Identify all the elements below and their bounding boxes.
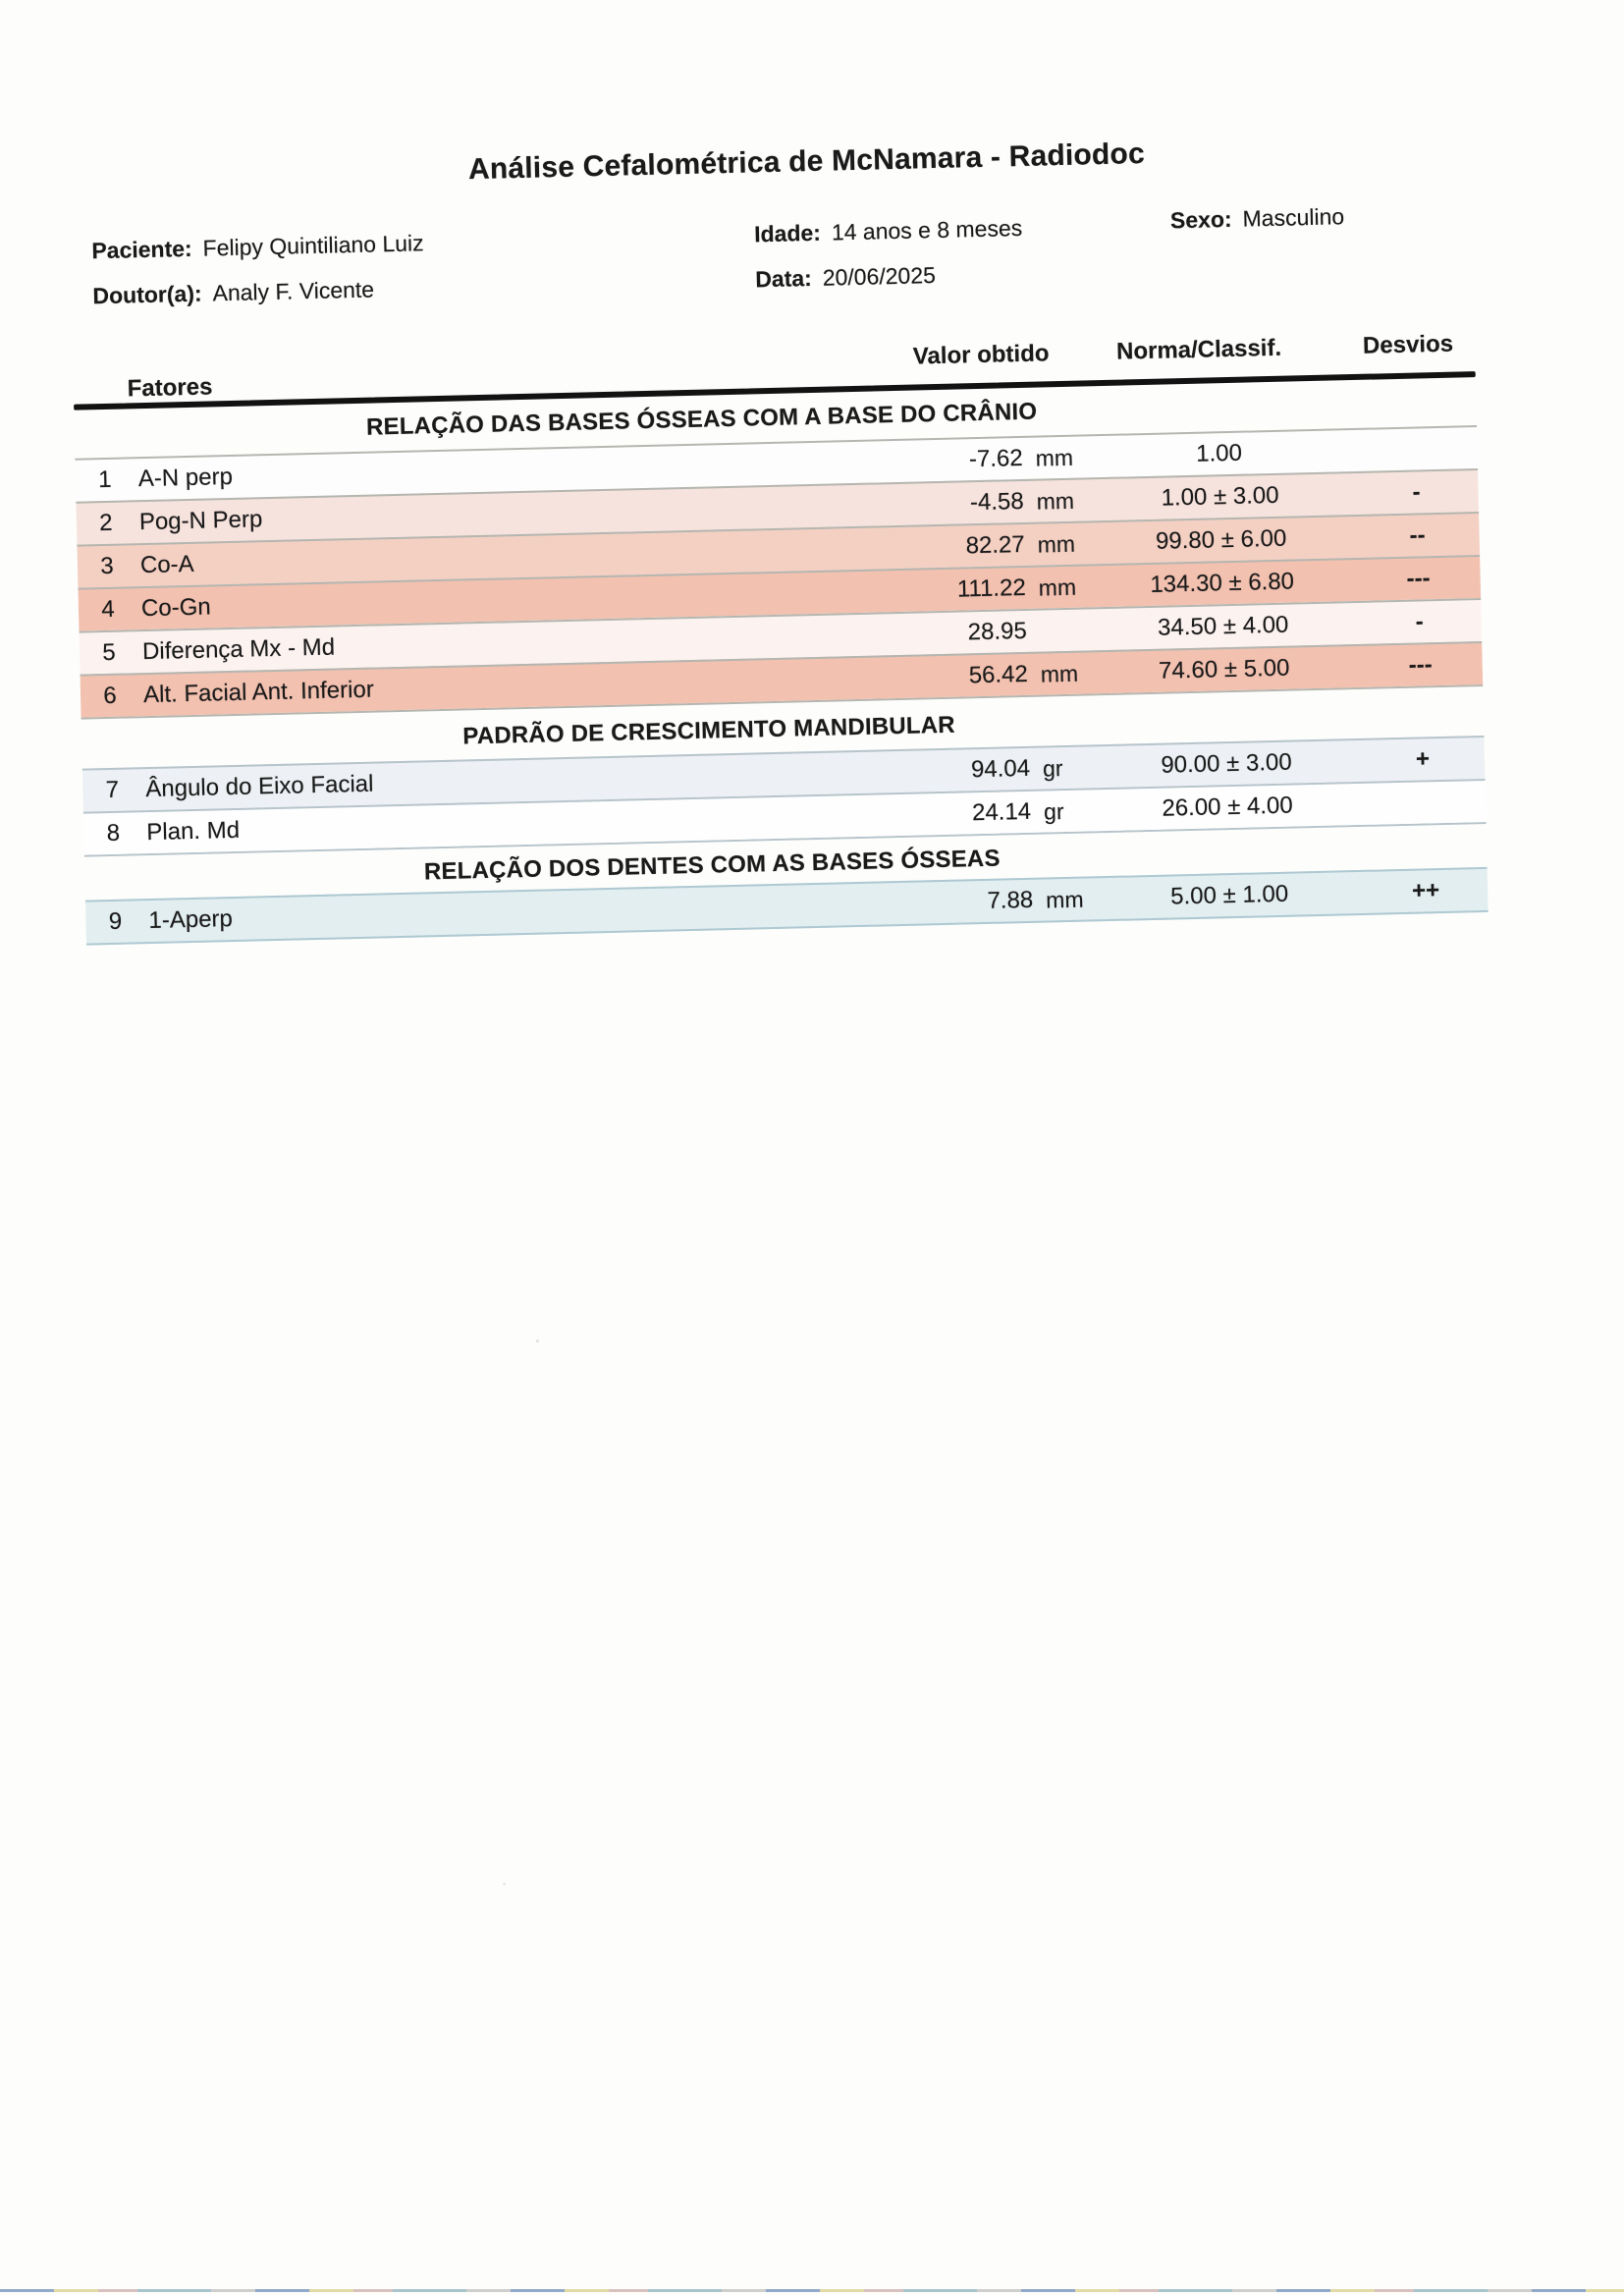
row-number: 6 (103, 682, 118, 710)
doctor-value: Analy F. Vicente (212, 276, 375, 306)
row-value: 94.04 (970, 754, 1031, 784)
row-unit: mm (1036, 487, 1075, 515)
row-number: 2 (98, 509, 113, 537)
row-number: 8 (106, 819, 121, 847)
row-factor: Co-A (139, 550, 194, 579)
row-factor: Plan. Md (146, 816, 241, 847)
patient-line (91, 230, 424, 264)
column-header-factors: Fatores (127, 373, 213, 403)
row-value: 82.27 (965, 530, 1026, 560)
row-unit: mm (1037, 530, 1076, 558)
row-number: 3 (99, 552, 114, 580)
row-value: -4.58 (969, 487, 1024, 517)
row-value: 111.22 (956, 574, 1027, 603)
row-factor: Alt. Facial Ant. Inferior (142, 676, 375, 709)
row-deviation: - (1412, 478, 1421, 506)
row-deviation: --- (1406, 565, 1431, 592)
age-value: 14 anos e 8 meses (831, 214, 1023, 246)
row-factor: 1-Aperp (148, 905, 234, 935)
row-factor: Ângulo do Eixo Facial (145, 770, 374, 803)
patient-label: Paciente: (91, 235, 192, 264)
row-norm: 34.50 ± 4.00 (1157, 611, 1289, 641)
column-header-desvios: Desvios (1362, 330, 1454, 359)
row-value: 56.42 (968, 660, 1029, 689)
row-number: 9 (108, 907, 123, 936)
row-deviation: --- (1408, 651, 1433, 679)
page-title: Análise Cefalométrica de McNamara - Radiodoc (467, 137, 1146, 187)
table-body (74, 381, 1488, 945)
row-unit: mm (1035, 444, 1074, 471)
row-norm: 1.00 ± 3.00 (1161, 481, 1279, 512)
row-norm: 99.80 ± 6.00 (1155, 524, 1287, 555)
row-norm: 134.30 ± 6.80 (1150, 568, 1295, 598)
column-header-norma-classif: Norma/Classif. (1115, 334, 1282, 365)
column-header-valor-obtido: Valor obtido (912, 340, 1050, 370)
row-number: 4 (100, 595, 115, 624)
sex-value: Masculino (1242, 203, 1345, 232)
date-line (755, 262, 936, 293)
row-unit: gr (1042, 755, 1063, 782)
row-factor: A-N perp (137, 463, 234, 493)
row-factor: Diferença Mx - Md (141, 633, 336, 666)
row-number: 7 (105, 776, 120, 804)
row-number: 5 (102, 638, 117, 667)
row-norm: 90.00 ± 3.00 (1161, 748, 1292, 779)
row-norm: 5.00 ± 1.00 (1169, 880, 1289, 910)
row-value: 28.95 (967, 617, 1028, 646)
row-value: -7.62 (968, 444, 1023, 473)
section-title: PADRÃO DE CRESCIMENTO MANDIBULAR (81, 684, 1485, 769)
row-value: 24.14 (971, 797, 1032, 827)
row-deviation: -- (1409, 521, 1426, 549)
date-value: 20/06/2025 (822, 262, 937, 291)
doctor-label: Doutor(a): (92, 280, 202, 309)
scan-speck (536, 1339, 539, 1342)
row-unit: gr (1043, 798, 1064, 825)
age-label: Idade: (753, 219, 822, 247)
row-unit: mm (1045, 886, 1084, 913)
row-factor: Co-Gn (140, 593, 211, 623)
row-unit: mm (1040, 660, 1079, 687)
row-deviation: - (1415, 608, 1424, 635)
row-norm: 74.60 ± 5.00 (1158, 654, 1290, 684)
row-deviation: ++ (1411, 877, 1440, 904)
row-value: 7.88 (987, 886, 1034, 914)
doctor-line (92, 276, 374, 309)
scanner-edge-artifact (0, 2289, 1624, 2292)
row-factor: Pog-N Perp (138, 506, 263, 536)
patient-value: Felipy Quintiliano Luiz (202, 230, 424, 261)
analysis-table (73, 318, 1475, 936)
age-line (754, 215, 1023, 247)
section-title: RELAÇÃO DOS DENTES COM AS BASES ÓSSEAS (84, 822, 1488, 901)
row-unit: mm (1038, 574, 1077, 601)
date-label: Data: (754, 264, 813, 293)
row-norm: 26.00 ± 4.00 (1162, 792, 1293, 822)
sex-line (1170, 203, 1345, 234)
row-deviation: + (1415, 745, 1431, 773)
row-number: 1 (97, 465, 112, 494)
row-norm: 1.00 (1195, 439, 1243, 467)
scan-speck (503, 1883, 506, 1885)
section-title: RELAÇÃO DAS BASES ÓSSEAS COM A BASE DO CRÂNIO (365, 398, 1038, 441)
sex-label: Sexo: (1169, 205, 1232, 234)
